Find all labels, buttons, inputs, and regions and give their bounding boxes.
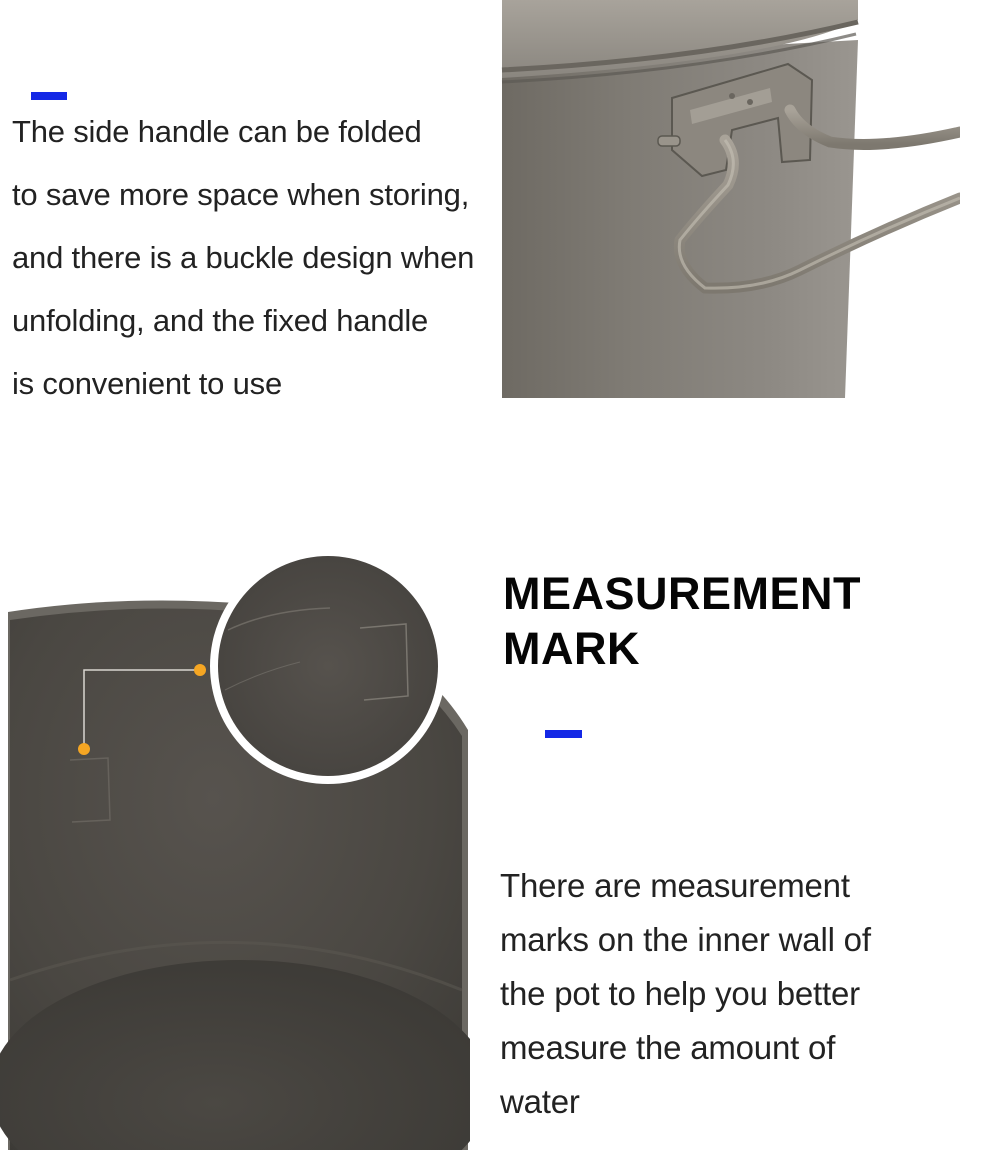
handle-line-5: is convenient to use [12, 366, 283, 401]
pot-interior-photo [0, 550, 470, 1150]
handle-line-3: and there is a buckle design when [12, 240, 475, 275]
measurement-heading-line-2: MARK [503, 623, 640, 674]
handle-line-4: unfolding, and the fixed handle [12, 303, 429, 338]
measurement-heading [503, 566, 861, 676]
measurement-line-1: There are measurement [500, 867, 850, 904]
measurement-line-3: the pot to help you better [500, 975, 860, 1012]
handle-line-1: The side handle can be folded [12, 114, 422, 149]
measurement-line-5: water [500, 1083, 580, 1120]
measurement-description [500, 864, 871, 1134]
measurement-heading-line-1: MEASUREMENT [503, 568, 862, 619]
measurement-line-4: measure the amount of [500, 1029, 836, 1066]
measurement-accent-bar [545, 730, 582, 738]
measurement-line-2: marks on the inner wall of [500, 921, 871, 958]
handle-description [12, 110, 474, 425]
handle-accent-bar [31, 92, 67, 100]
pot-handle-photo [500, 0, 960, 398]
handle-line-2: to save more space when storing, [12, 177, 470, 212]
callout-marker-dot [194, 664, 206, 676]
callout-marker-dot [78, 743, 90, 755]
